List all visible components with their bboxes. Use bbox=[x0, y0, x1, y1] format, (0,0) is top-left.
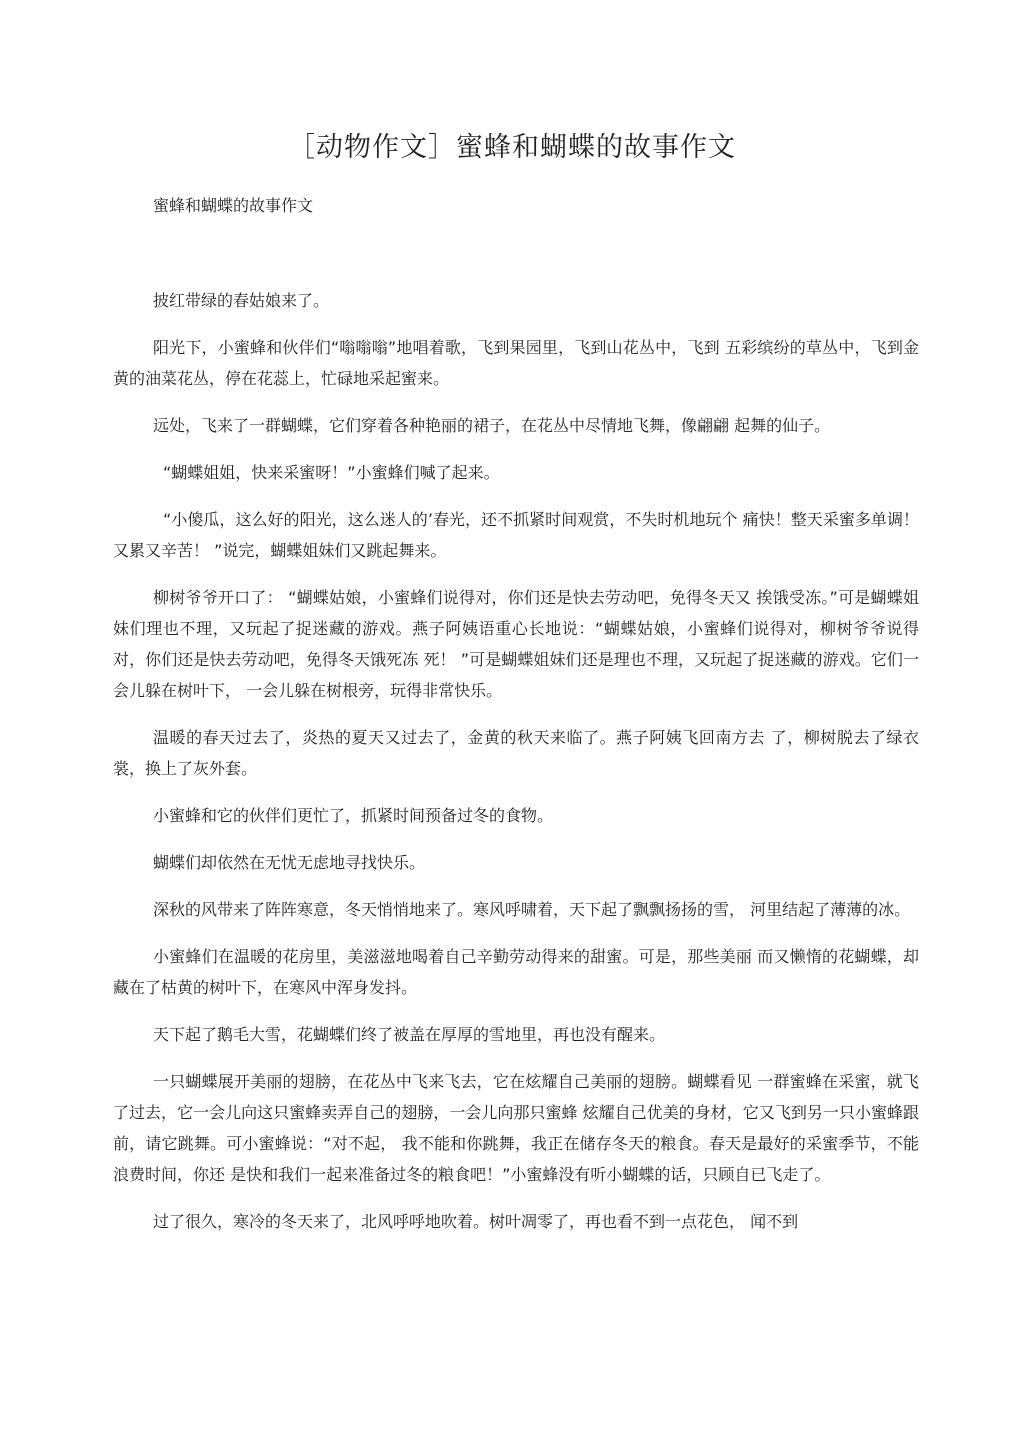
document-body bbox=[113, 285, 919, 1253]
document-subtitle: 蜜蜂和蝴蝶的故事作文 bbox=[153, 196, 314, 215]
paragraph: 小蜜蜂们在温暖的花房里，美滋滋地喝着自己辛勤劳动得来的甜蜜。可是，那些美丽 而又懒惰的花蝴蝶，却藏在了枯黄的树叶下，在寒风中浑身发抖。 bbox=[113, 947, 919, 997]
paragraph: 披红带绿的春姑娘来了。 bbox=[153, 291, 330, 310]
paragraph: 小蜜蜂和它的伙伴们更忙了，抓紧时间预备过冬的食物。 bbox=[153, 806, 554, 825]
paragraph: “小傻瓜，这么好的阳光，这么迷人的’春光，还不抓紧时间观赏，不失时机地玩个 痛快！整天采蜜多单调！ 又累又辛苦！ ”说完，蝴蝶姐妹们又跳起舞来。 bbox=[113, 510, 919, 560]
paragraph: 远处，飞来了一群蝴蝶，它们穿着各种艳丽的裙子，在花丛中尽情地飞舞，像翩翩 起舞的仙子。 bbox=[153, 416, 831, 435]
paragraph: 蝴蝶们却依然在无忧无虑地寻找快乐。 bbox=[153, 853, 426, 872]
paragraph: 阳光下，小蜜蜂和伙伴们“嗡嗡嗡”地唱着歌，飞到果园里，飞到山花丛中，飞到 五彩缤纷的草丛中，飞到金黄的油菜花丛，停在花蕊上，忙碌地采起蜜来。 bbox=[113, 338, 919, 388]
paragraph: “蝴蝶姐姐，快来采蜜呀！”小蜜蜂们喊了起来。 bbox=[163, 463, 500, 482]
paragraph: 天下起了鹅毛大雪，花蝴蝶们终了被盖在厚厚的雪地里，再也没有醒来。 bbox=[153, 1025, 666, 1044]
paragraph: 深秋的风带来了阵阵寒意，冬天悄悄地来了。寒风呼啸着，天下起了飘飘扬扬的雪， 河里结起了薄薄的冰。 bbox=[153, 900, 911, 919]
paragraph: 柳树爷爷开口了： “蝴蝶姑娘，小蜜蜂们说得对，你们还是快去劳动吧，免得冬天又 挨饿受冻。”可是蝴蝶姐妹们理也不理，又玩起了捉迷藏的游戏。燕子阿姨语重心长地说：“蝴蝶姑娘，小蜜蜂们说得对，柳树爷爷说得对，你们还是快去劳动吧，免得冬天饿死冻 死！ ”可是蝴蝶姐妹们还是理也不理，又玩起了捉迷藏的游戏。它们一会儿躲在树叶下， 一会儿躲在树根旁，玩得非常快乐。 bbox=[113, 588, 919, 700]
paragraph: 一只蝴蝶展开美丽的翅膀，在花丛中飞来飞去，它在炫耀自己美丽的翅膀。蝴蝶看见 一群蜜蜂在采蜜，就飞了过去，它一会儿向这只蜜蜂卖弄自己的翅膀，一会儿向那只蜜蜂 炫耀自己优美的身材，它又飞到另一只小蜜蜂跟前，请它跳舞。可小蜜蜂说：“对不起， 我不能和你跳舞，我正在储存冬天的粮食。春天是最好的采蜜季节，不能浪费时间，你还 是快和我们一起来准备过冬的粮食吧！”小蜜蜂没有听小蝴蝶的话，只顾自已飞走了。 bbox=[113, 1072, 919, 1184]
paragraph: 温暖的春天过去了，炎热的夏天又过去了，金黄的秋天来临了。燕子阿姨飞回南方去 了，柳树脱去了绿衣裳，换上了灰外套。 bbox=[113, 728, 919, 778]
paragraph: 过了很久，寒冷的冬天来了，北风呼呼地吹着。树叶凋零了，再也看不到一点花色， 闻不到 bbox=[153, 1212, 799, 1231]
document-title: ［动物作文］蜜蜂和蝴蝶的故事作文 bbox=[288, 132, 736, 163]
